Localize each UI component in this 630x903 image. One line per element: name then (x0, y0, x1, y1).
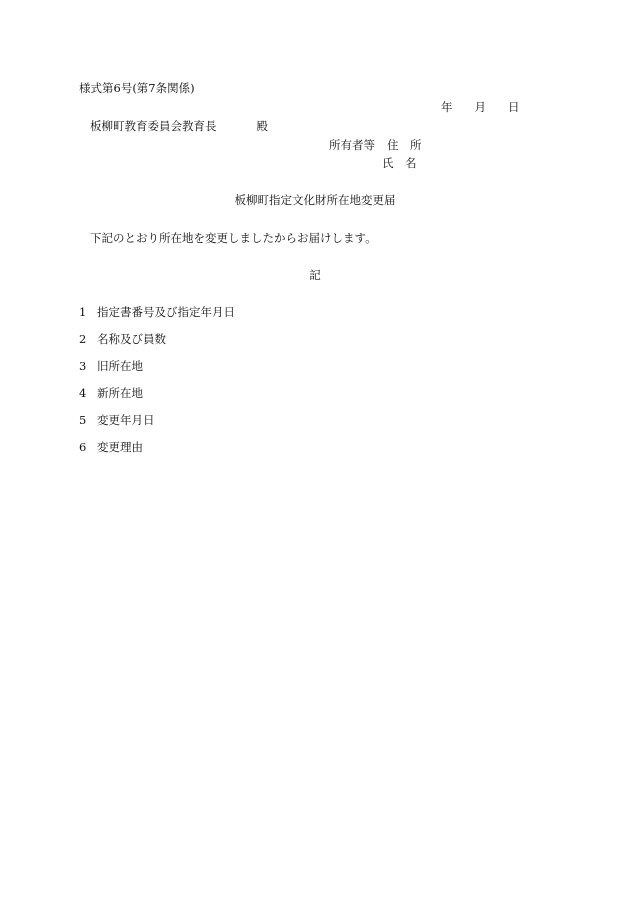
list-item (79, 359, 143, 373)
form-number: 様式第6号(第7条関係) (79, 81, 195, 95)
list-item (79, 332, 166, 346)
body-text: 下記のとおり所在地を変更しましたからお届けします。 (90, 231, 377, 245)
list-item-label: 名称及び員数 (97, 332, 166, 346)
list-item-number: 1 (79, 305, 87, 319)
list-item-number: 5 (79, 413, 87, 427)
date-year-label: 年 (441, 100, 453, 114)
list-item (79, 440, 143, 454)
list-item-number: 4 (79, 386, 87, 400)
list-item-label: 新所在地 (97, 386, 143, 400)
list-item-number: 3 (79, 359, 87, 373)
addressee-name: 板柳町教育委員会教育長 (90, 119, 217, 133)
date-day-label: 日 (508, 100, 520, 114)
document-title: 板柳町指定文化財所在地変更届 (234, 193, 396, 207)
addressee-line (90, 119, 268, 133)
list-item-number: 2 (79, 332, 87, 346)
owner-address-label: 住 所 (387, 138, 422, 152)
list-item-label: 指定書番号及び指定年月日 (97, 305, 235, 319)
list-item-label: 変更年月日 (97, 413, 155, 427)
owner-address-line (329, 138, 422, 152)
owner-name-label: 氏 名 (382, 156, 417, 170)
honorific: 殿 (256, 119, 268, 133)
list-item-label: 旧所在地 (97, 359, 143, 373)
list-item (79, 386, 143, 400)
list-item-number: 6 (79, 440, 87, 454)
ki-heading: 記 (309, 268, 321, 282)
list-item (79, 413, 155, 427)
owner-label: 所有者等 (329, 138, 375, 152)
date-line (441, 100, 520, 114)
date-month-label: 月 (474, 100, 486, 114)
list-item (79, 305, 235, 319)
list-item-label: 変更理由 (97, 440, 143, 454)
